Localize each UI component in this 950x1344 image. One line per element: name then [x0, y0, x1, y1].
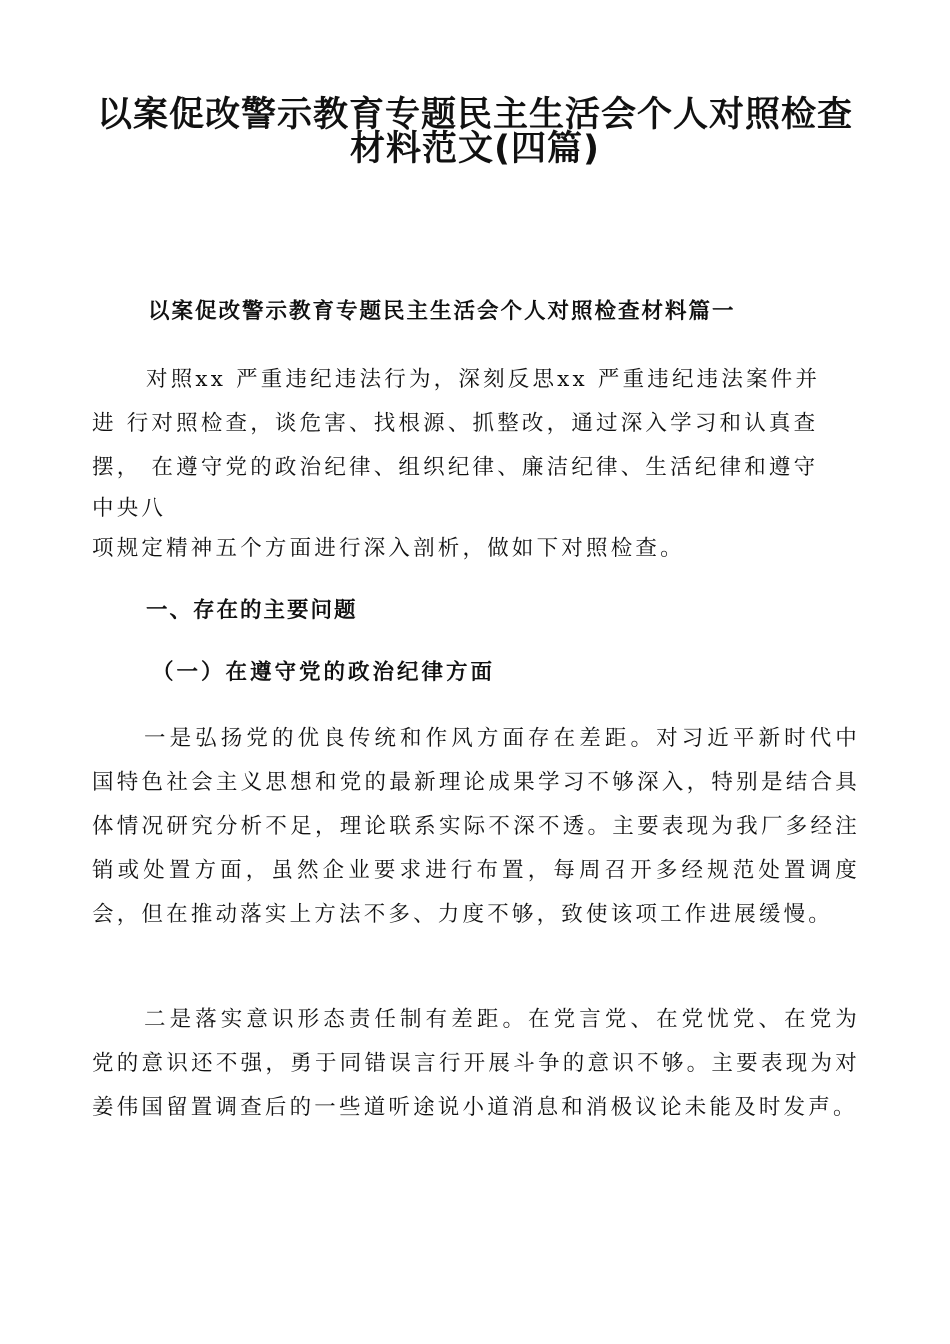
- intro-line-4: 中央八: [92, 496, 167, 521]
- document-title-line-2: 材料范文(四篇): [350, 129, 600, 169]
- intro-line-5: 项规定精神五个方面进行深入剖析，做如下对照检查。: [92, 536, 685, 561]
- intro-line-1: 对照xx 严重违纪违法行为，深刻反思xx 严重违纪违法案件并: [146, 367, 821, 392]
- subsection-heading-political-discipline: （一）在遵守党的政治纪律方面: [152, 660, 496, 685]
- paragraph-first-point: 一是弘扬党的优良传统和作风方面存在差距。对习近平新时代中国特色社会主义思想和党的最新理论成果学习不够深入，特别是结合具体情况研究分析不足，理论联系实际不深不透。主要表现为我厂多经注销或处置方面，虽然企业要求进行布置，每周召开多经规范处置调度会，但在推动落实上方法不多、力度不够，致使该项工作进展缓慢。: [92, 726, 860, 927]
- document-title-line-1: 以案促改警示教育专题民主生活会个人对照检查: [96, 95, 853, 135]
- section-subtitle: 以案促改警示教育专题民主生活会个人对照检查材料篇一: [148, 299, 736, 324]
- section-heading-problems: 一、存在的主要问题: [146, 598, 358, 623]
- intro-line-2: 进 行对照检查，谈危害、找根源、抓整改，通过深入学习和认真查: [92, 411, 819, 436]
- intro-line-3: 摆， 在遵守党的政治纪律、组织纪律、廉洁纪律、生活纪律和遵守: [92, 455, 819, 480]
- paragraph-second-point: 二是落实意识形态责任制有差距。在党言党、在党忧党、在党为党的意识还不强，勇于同错误言行开展斗争的意识不够。主要表现为对姜伟国留置调查后的一些道听途说小道消息和消极议论未能及时发声。: [92, 1007, 860, 1120]
